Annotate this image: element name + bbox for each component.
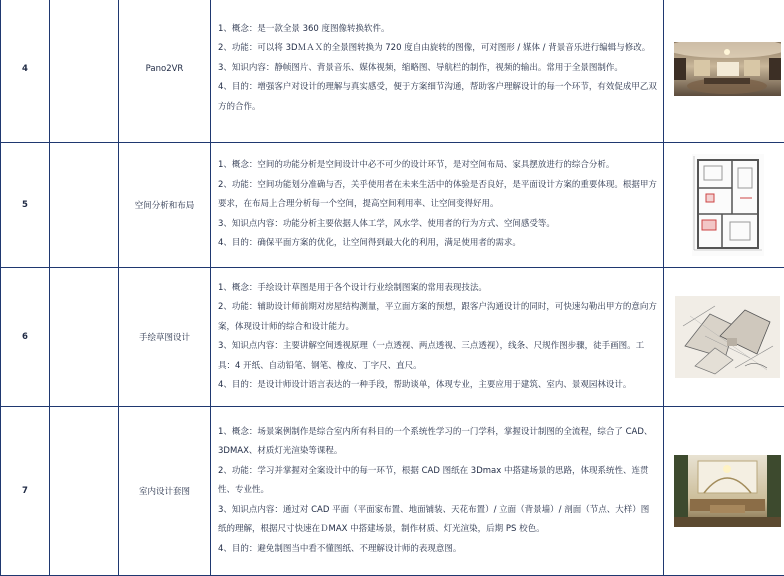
- description-line: 4、目的：增强客户对设计的理解与真实感受，便于方案细节沟通，帮助客户理解设计的每一个环节，有效促成甲乙双方的合作。: [218, 78, 657, 117]
- row-number: 5: [1, 143, 50, 268]
- description-line: 1、概念：是一款全景 360 度图像转换软件。: [218, 20, 657, 40]
- course-description: [211, 0, 664, 143]
- thumbnail-cell: [664, 143, 784, 268]
- panorama-interior-image: [674, 42, 781, 96]
- description-line: 2、功能：空间功能划分准确与否，关乎使用者在未来生活中的体验是否良好，是平面设计方案的重要体现。根据甲方要求，在布局上合理分析每一个空间，提高空间利用率、让空间变得好用。: [218, 176, 657, 215]
- description-line: 3、知识点内容：通过对 CAD 平面（平面家布置、地面铺装、天花布置）/ 立面（背景墙）/ 剖面（节点、大样）图纸的理解，根据尺寸快速在ＤMAX 中搭建场景，制作材质、灯光渲染，后期 PS 校色。: [218, 501, 657, 540]
- empty-cell: [50, 407, 119, 576]
- description-line: 4、目的：避免制图当中看不懂图纸、不理解设计师的表现意图。: [218, 540, 657, 560]
- table-row: [1, 0, 784, 143]
- description-line: 1、概念：场景案例制作是综合室内所有科目的一个系统性学习的一门学科，掌握设计制图的全流程，综合了 CAD、3DMAX、材质灯光渲染等课程。: [218, 423, 657, 462]
- description-line: 4、目的：是设计师设计语言表达的一种手段，帮助谈单，体现专业，主要应用于建筑、室内、景观园林设计。: [218, 376, 657, 396]
- table-row: [1, 268, 784, 407]
- description-line: 4、目的：确保平面方案的优化，让空间得到最大化的利用，满足使用者的需求。: [218, 234, 657, 254]
- row-number: 4: [1, 0, 50, 143]
- description-line: 1、概念：手绘设计草图是用于各个设计行业绘制图案的常用表现技法。: [218, 279, 657, 299]
- table-row: [1, 407, 784, 576]
- row-number: 7: [1, 407, 50, 576]
- course-name: 空间分析和布局: [119, 143, 211, 268]
- description-line: 2、功能：学习并掌握对全案设计中的每一环节，根据 CAD 图纸在 3Dmax 中搭建场景的思路，体现系统性、连贯性、专业性。: [218, 462, 657, 501]
- empty-cell: [50, 268, 119, 407]
- description-line: 3、知识内容：静帧图片、背景音乐、媒体视频，缩略图、导航栏的制作，视频的输出。常用于全景图制作。: [218, 59, 657, 79]
- empty-cell: [50, 143, 119, 268]
- course-description: [211, 268, 664, 407]
- course-name: 室内设计套图: [119, 407, 211, 576]
- thumbnail-cell: [664, 0, 784, 143]
- row-number: 6: [1, 268, 50, 407]
- course-name: 手绘草图设计: [119, 268, 211, 407]
- description-line: 3、知识点内容：主要讲解空间透视原理（一点透视、两点透视、三点透视），线条、尺规作图步骤，徒手画图。工具：4 开纸、自动铅笔、钢笔、橡皮、丁字尺、直尺。: [218, 337, 657, 376]
- thumbnail-cell: [664, 268, 784, 407]
- course-name: Pano2VR: [119, 0, 211, 143]
- table-row: [1, 143, 784, 268]
- thumbnail-cell: [664, 407, 784, 576]
- empty-cell: [50, 0, 119, 143]
- interior-render-image: [674, 455, 781, 527]
- description-line: 2、功能：辅助设计师前期对房屋结构测量，平立面方案的预想，跟客户沟通设计的同时，可快速勾勒出甲方的意向方案，体现设计师的综合和设计能力。: [218, 298, 657, 337]
- course-description: [211, 407, 664, 576]
- description-line: 1、概念：空间的功能分析是空间设计中必不可少的设计环节，是对空间布局、家具摆放进行的综合分析。: [218, 156, 657, 176]
- description-line: 2、功能：可以将 3DＭＡＸ的全景图转换为 720 度自由旋转的图像，可对图形 / 媒体 / 背景音乐进行编辑与修改。: [218, 39, 657, 59]
- hand-sketch-image: [675, 296, 780, 378]
- floor-plan-image: [692, 154, 764, 256]
- course-description: [211, 143, 664, 268]
- description-line: 3、知识点内容：功能分析主要依据人体工学，风水学、使用者的行为方式、空间感受等。: [218, 215, 657, 235]
